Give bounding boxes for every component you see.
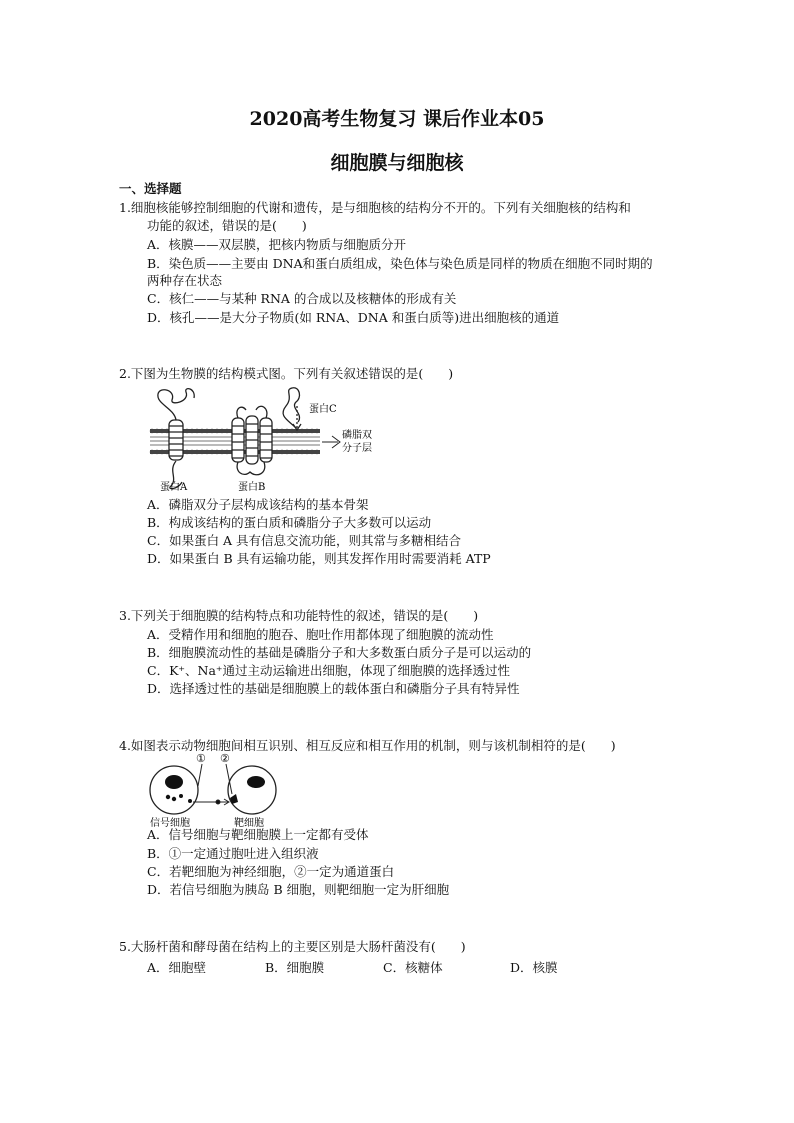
q5-option-c: C．核糖体 xyxy=(383,960,443,975)
document-title: 2020高考生物复习 课后作业本05 xyxy=(249,108,545,130)
document-subtitle: 细胞膜与细胞核 xyxy=(330,152,464,174)
label-protein-c: 蛋白C xyxy=(309,404,337,415)
q1-option-b-line2: 两种存在状态 xyxy=(147,273,223,288)
signal-arrow xyxy=(193,764,232,805)
protein-b-shape xyxy=(232,406,272,474)
q4-option-c: C．若靶细胞为神经细胞，②一定为通道蛋白 xyxy=(147,864,395,879)
q1-stem-line1: 1.细胞核能够控制细胞的代谢和遗传，是与细胞核的结构分不开的。下列有关细胞核的结构和 xyxy=(119,200,631,215)
q3-option-d: D．选择透过性的基础是细胞膜上的载体蛋白和磷脂分子具有特异性 xyxy=(147,681,520,696)
section-heading: 一、选择题 xyxy=(119,181,182,196)
q2-stem: 2.下图为生物膜的结构模式图。下列有关叙述错误的是( ) xyxy=(119,366,454,381)
label-target-cell: 靶细胞 xyxy=(234,818,264,828)
q3-stem: 3.下列关于细胞膜的结构特点和功能特性的叙述，错误的是( ) xyxy=(119,608,479,623)
target-cell xyxy=(228,766,276,814)
label-protein-b: 蛋白B xyxy=(238,482,266,493)
q5-option-a: A．细胞壁 xyxy=(147,960,207,975)
label-signal-cell: 信号细胞 xyxy=(150,818,190,828)
q3-option-c: C．K⁺、Na⁺通过主动运输进出细胞，体现了细胞膜的选择透过性 xyxy=(147,663,510,678)
q4-stem: 4.如图表示动物细胞间相互识别、相互反应和相互作用的机制，则与该机制相符的是( ) xyxy=(119,738,616,753)
signal-cell xyxy=(150,766,198,814)
label-1: ① xyxy=(196,752,206,765)
q4-option-b: B．①一定通过胞吐进入组织液 xyxy=(147,846,319,861)
q2-option-a: A．磷脂双分子层构成该结构的基本骨架 xyxy=(147,497,369,512)
label-2: ② xyxy=(220,752,230,765)
q5-stem: 5.大肠杆菌和酵母菌在结构上的主要区别是大肠杆菌没有( ) xyxy=(119,939,466,954)
protein-a-shape xyxy=(158,389,194,489)
q2-option-d: D．如果蛋白 B 具有运输功能，则其发挥作用时需要消耗 ATP xyxy=(147,551,491,566)
q1-stem-line2: 功能的叙述，错误的是( ) xyxy=(147,218,307,233)
label-protein-a: 蛋白A xyxy=(160,482,188,493)
q2-option-c: C．如果蛋白 A 具有信息交流功能，则其常与多糖相结合 xyxy=(147,533,462,548)
label-bilayer-line1: 磷脂双 xyxy=(342,430,372,441)
membrane-diagram xyxy=(146,386,386,494)
q4-option-a: A．信号细胞与靶细胞膜上一定都有受体 xyxy=(147,827,369,842)
q5-option-b: B．细胞膜 xyxy=(265,960,325,975)
q1-option-a: A．核膜——双层膜，把核内物质与细胞质分开 xyxy=(147,237,407,252)
q1-option-b-line1: B．染色质——主要由 DNA和蛋白质组成，染色体与染色质是同样的物质在细胞不同时期的 xyxy=(147,256,653,271)
bilayer-arrow xyxy=(322,436,340,448)
q3-option-b: B．细胞膜流动性的基础是磷脂分子和大多数蛋白质分子是可以运动的 xyxy=(147,645,532,660)
protein-c-shape xyxy=(283,388,301,430)
q1-option-c: C．核仁——与某种 RNA 的合成以及核糖体的形成有关 xyxy=(147,291,457,306)
label-bilayer-line2: 分子层 xyxy=(342,443,372,454)
cell-signaling-diagram xyxy=(146,752,286,828)
signal-cell-contents xyxy=(165,775,192,803)
q1-option-d: D．核孔——是大分子物质(如 RNA、DNA 和蛋白质等)进出细胞核的通道 xyxy=(147,310,560,325)
q3-option-a: A．受精作用和细胞的胞吞、胞吐作用都体现了细胞膜的流动性 xyxy=(147,627,494,642)
target-cell-contents xyxy=(230,776,265,804)
q4-option-d: D．若信号细胞为胰岛 B 细胞，则靶细胞一定为肝细胞 xyxy=(147,882,450,897)
q5-option-d: D．核膜 xyxy=(510,960,558,975)
q2-option-b: B．构成该结构的蛋白质和磷脂分子大多数可以运动 xyxy=(147,515,432,530)
